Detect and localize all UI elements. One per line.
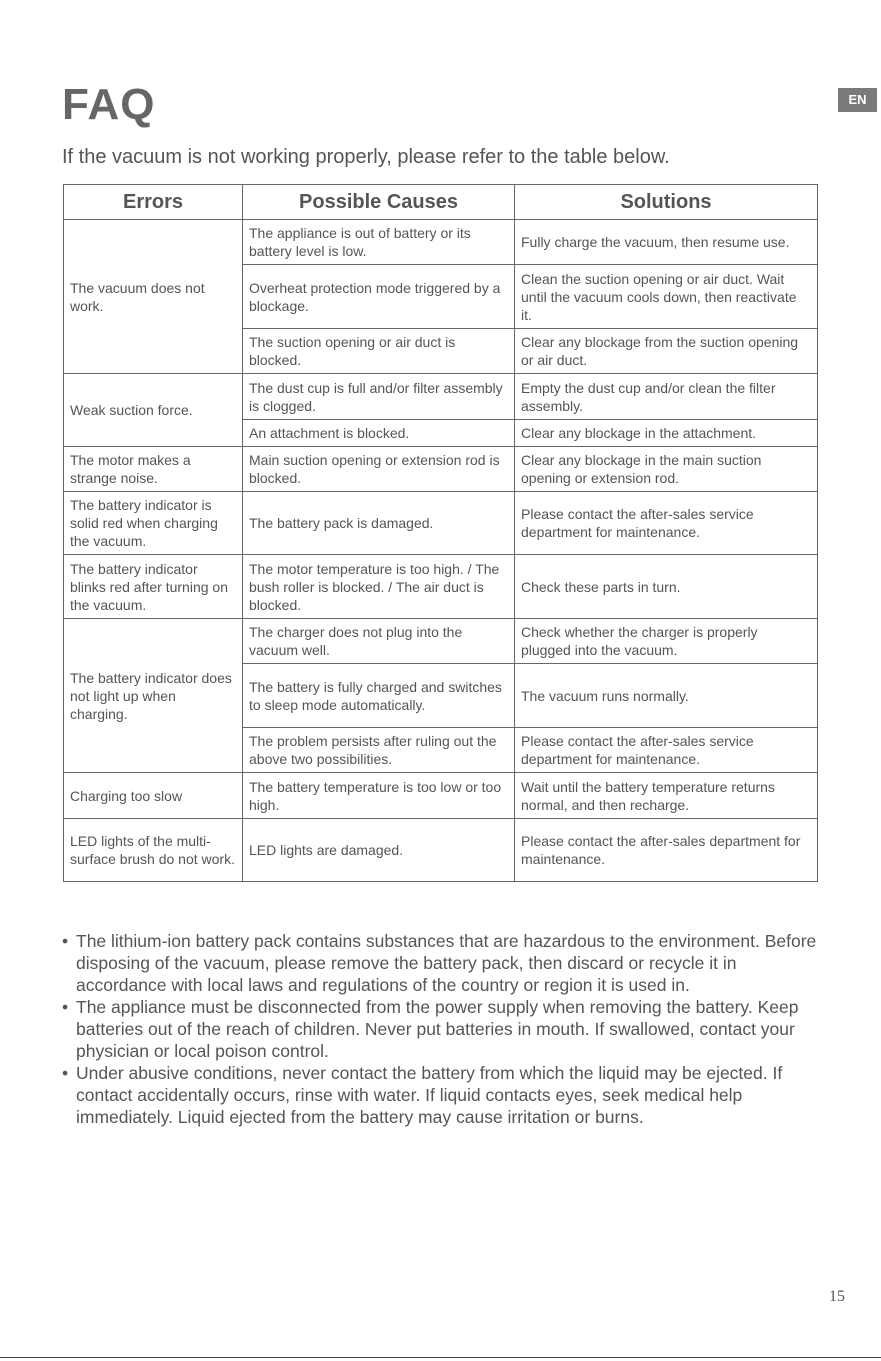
cause-cell: The appliance is out of battery or its battery level is low. — [243, 220, 515, 265]
solution-cell: The vacuum runs normally. — [515, 664, 818, 728]
note-text: Under abusive conditions, never contact the battery from which the liquid may be ejected. If contact accidentally occurs, rinse with water. If liquid contacts eyes, seek medical help immediately. Liquid ejected from the battery may cause irritation or burns. — [76, 1063, 783, 1127]
safety-notes-list — [62, 930, 822, 1128]
note-text: The lithium-ion battery pack contains substances that are hazardous to the environment. Before disposing of the vacuum, please remove the battery pack, then discard or recycle it in accordance with local laws and regulations of the country or region it is used in. — [76, 931, 817, 995]
column-header-errors: Errors — [64, 185, 243, 220]
solution-cell: Clear any blockage in the main suction opening or extension rod. — [515, 447, 818, 492]
bullet-icon: • — [62, 997, 69, 1017]
bullet-icon: • — [62, 931, 69, 951]
language-badge: EN — [838, 88, 877, 112]
error-cell: The battery indicator is solid red when charging the vacuum. — [64, 492, 243, 555]
cause-cell: The battery is fully charged and switches to sleep mode automatically. — [243, 664, 515, 728]
list-item — [62, 1062, 822, 1128]
table-row — [64, 819, 818, 882]
cause-cell: Overheat protection mode triggered by a blockage. — [243, 265, 515, 329]
cause-cell: The charger does not plug into the vacuum well. — [243, 619, 515, 664]
solution-cell: Fully charge the vacuum, then resume use. — [515, 220, 818, 265]
table-row — [64, 374, 818, 420]
table-row — [64, 492, 818, 555]
error-cell: The battery indicator blinks red after turning on the vacuum. — [64, 555, 243, 619]
table-row — [64, 555, 818, 619]
column-header-causes: Possible Causes — [243, 185, 515, 220]
solution-cell: Check whether the charger is properly plugged into the vacuum. — [515, 619, 818, 664]
list-item — [62, 930, 822, 996]
table-row — [64, 447, 818, 492]
cause-cell: LED lights are damaged. — [243, 819, 515, 882]
cause-cell: The suction opening or air duct is blocked. — [243, 329, 515, 374]
error-cell: The vacuum does not work. — [64, 220, 243, 374]
solution-cell: Please contact the after-sales service department for maintenance. — [515, 492, 818, 555]
bullet-icon: • — [62, 1063, 69, 1083]
error-cell: Charging too slow — [64, 773, 243, 819]
note-text: The appliance must be disconnected from the power supply when removing the battery. Keep batteries out of the reach of children. Never put batteries in mouth. If swallowed, contact your physician or local poison control. — [76, 997, 799, 1061]
cause-cell: The battery pack is damaged. — [243, 492, 515, 555]
solution-cell: Clear any blockage in the attachment. — [515, 420, 818, 447]
faq-table — [63, 184, 818, 882]
error-cell: Weak suction force. — [64, 374, 243, 447]
cause-cell: The problem persists after ruling out the above two possibilities. — [243, 728, 515, 773]
table-row — [64, 773, 818, 819]
page-title: FAQ — [62, 80, 156, 129]
page-number: 15 — [829, 1288, 845, 1305]
cause-cell: An attachment is blocked. — [243, 420, 515, 447]
table-row — [64, 619, 818, 664]
column-header-solutions: Solutions — [515, 185, 818, 220]
cause-cell: Main suction opening or extension rod is blocked. — [243, 447, 515, 492]
bottom-divider — [0, 1357, 881, 1358]
solution-cell: Clean the suction opening or air duct. Wait until the vacuum cools down, then reactivate it. — [515, 265, 818, 329]
table-row — [64, 220, 818, 265]
cause-cell: The motor temperature is too high. / The bush roller is blocked. / The air duct is blocked. — [243, 555, 515, 619]
list-item — [62, 996, 822, 1062]
cause-cell: The dust cup is full and/or filter assembly is clogged. — [243, 374, 515, 420]
error-cell: The battery indicator does not light up when charging. — [64, 619, 243, 773]
solution-cell: Clear any blockage from the suction opening or air duct. — [515, 329, 818, 374]
solution-cell: Wait until the battery temperature returns normal, and then recharge. — [515, 773, 818, 819]
table-header-row — [64, 185, 818, 220]
intro-text: If the vacuum is not working properly, please refer to the table below. — [62, 146, 670, 168]
solution-cell: Please contact the after-sales service department for maintenance. — [515, 728, 818, 773]
error-cell: The motor makes a strange noise. — [64, 447, 243, 492]
cause-cell: The battery temperature is too low or too high. — [243, 773, 515, 819]
solution-cell: Empty the dust cup and/or clean the filter assembly. — [515, 374, 818, 420]
solution-cell: Check these parts in turn. — [515, 555, 818, 619]
error-cell: LED lights of the multi-surface brush do not work. — [64, 819, 243, 882]
solution-cell: Please contact the after-sales department for maintenance. — [515, 819, 818, 882]
